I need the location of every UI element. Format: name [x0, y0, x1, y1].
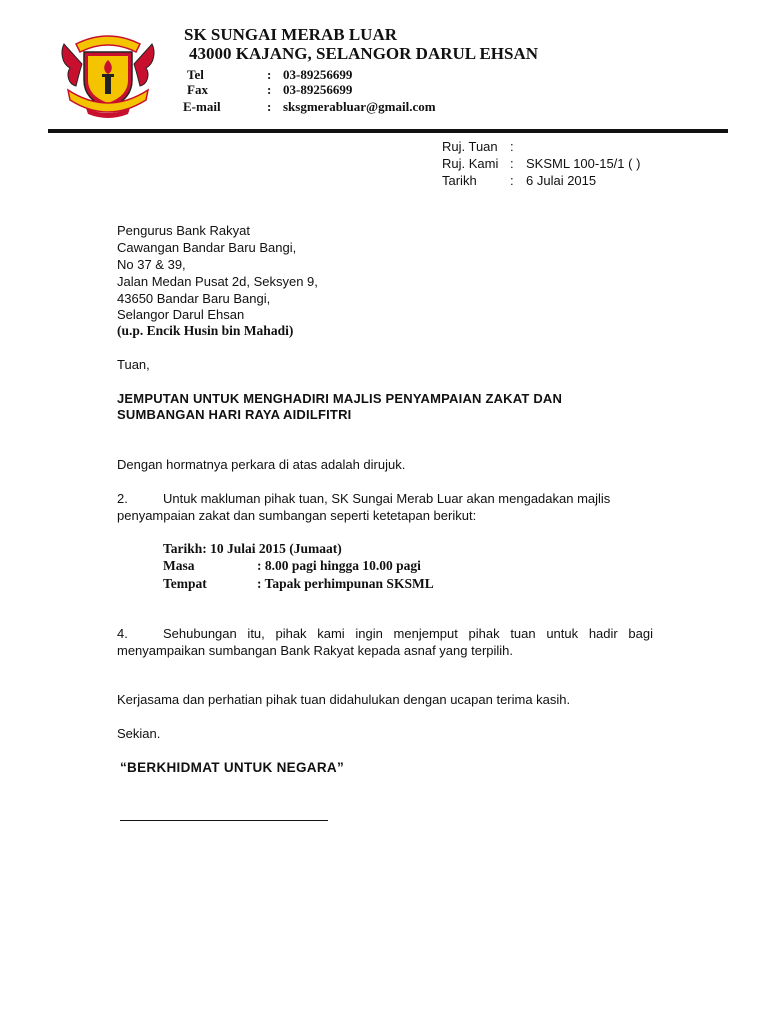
- ref-colon: :: [510, 156, 514, 171]
- sign-off: Sekian.: [117, 726, 161, 741]
- contact-label: Tel: [187, 67, 204, 82]
- ref-colon: :: [510, 173, 514, 188]
- event-time: [163, 558, 503, 575]
- ref-label: Ruj. Tuan: [442, 139, 498, 154]
- event-place: [163, 576, 503, 593]
- school-crest-logo: [58, 30, 158, 118]
- recipient-line: No 37 & 39,: [117, 257, 186, 272]
- paragraph2-line1: Untuk makluman pihak tuan, SK Sungai Merab Luar akan mengadakan majlis: [163, 491, 611, 506]
- event-time-value: : 8.00 pagi hingga 10.00 pagi: [257, 558, 421, 573]
- salutation: Tuan,: [117, 357, 150, 372]
- subject-heading-line2: SUMBANGAN HARI RAYA AIDILFITRI: [117, 407, 352, 422]
- motto: “BERKHIDMAT UNTUK NEGARA”: [120, 760, 344, 775]
- event-date: Tarikh: 10 Julai 2015 (Jumaat): [163, 541, 342, 556]
- paragraph2-line2: penyampaian zakat dan sumbangan seperti ketetapan berikut:: [117, 508, 477, 523]
- school-address: 43000 KAJANG, SELANGOR DARUL EHSAN: [189, 44, 539, 63]
- paragraph4-line1: Sehubungan itu, pihak kami ingin menjemput pihak tuan untuk hadir bagi: [163, 626, 653, 641]
- recipient-line: Pengurus Bank Rakyat: [117, 223, 250, 238]
- contact-value: 03-89256699: [283, 82, 353, 97]
- contact-fax: [187, 82, 487, 98]
- recipient-attention: (u.p. Encik Husin bin Mahadi): [117, 323, 294, 338]
- ref-colon: :: [510, 139, 514, 154]
- ref-date: [442, 173, 702, 189]
- school-name: SK SUNGAI MERAB LUAR: [184, 25, 397, 44]
- contact-colon: :: [267, 67, 272, 82]
- contact-label: Fax: [187, 82, 208, 97]
- contact-colon: :: [267, 82, 272, 97]
- recipient-line: Jalan Medan Pusat 2d, Seksyen 9,: [117, 274, 318, 289]
- contact-colon: :: [267, 99, 272, 114]
- subject-heading-line1: JEMPUTAN UNTUK MENGHADIRI MAJLIS PENYAMPAIAN ZAKAT DAN: [117, 391, 563, 406]
- contact-label: E-mail: [183, 99, 221, 114]
- ref-value: SKSML 100-15/1 ( ): [526, 156, 641, 171]
- paragraph4-line2: menyampaikan sumbangan Bank Rakyat kepada asnaf yang terpilih.: [117, 643, 514, 658]
- event-place-label: Tempat: [163, 576, 207, 591]
- closing-paragraph: Kerjasama dan perhatian pihak tuan didahulukan dengan ucapan terima kasih.: [117, 692, 571, 707]
- contact-tel: [187, 67, 487, 83]
- ref-value: 6 Julai 2015: [526, 173, 597, 188]
- event-time-label: Masa: [163, 558, 195, 573]
- ref-label: Ruj. Kami: [442, 156, 499, 171]
- header-divider: [48, 129, 728, 133]
- recipient-line: Selangor Darul Ehsan: [117, 307, 245, 322]
- recipient-line: Cawangan Bandar Baru Bangi,: [117, 240, 297, 255]
- paragraph-number: 4.: [117, 626, 128, 641]
- contact-value: 03-89256699: [283, 67, 353, 82]
- signature-line: [120, 820, 328, 821]
- contact-value: sksgmerabluar@gmail.com: [283, 99, 436, 114]
- ref-kami: [442, 156, 702, 172]
- contact-email: [183, 99, 503, 115]
- event-place-value: : Tapak perhimpunan SKSML: [257, 576, 434, 591]
- recipient-line: 43650 Bandar Baru Bangi,: [117, 291, 271, 306]
- ref-label: Tarikh: [442, 173, 477, 188]
- paragraph-number: 2.: [117, 491, 128, 506]
- ref-tuan: [442, 139, 702, 155]
- opening-paragraph: Dengan hormatnya perkara di atas adalah dirujuk.: [117, 457, 406, 472]
